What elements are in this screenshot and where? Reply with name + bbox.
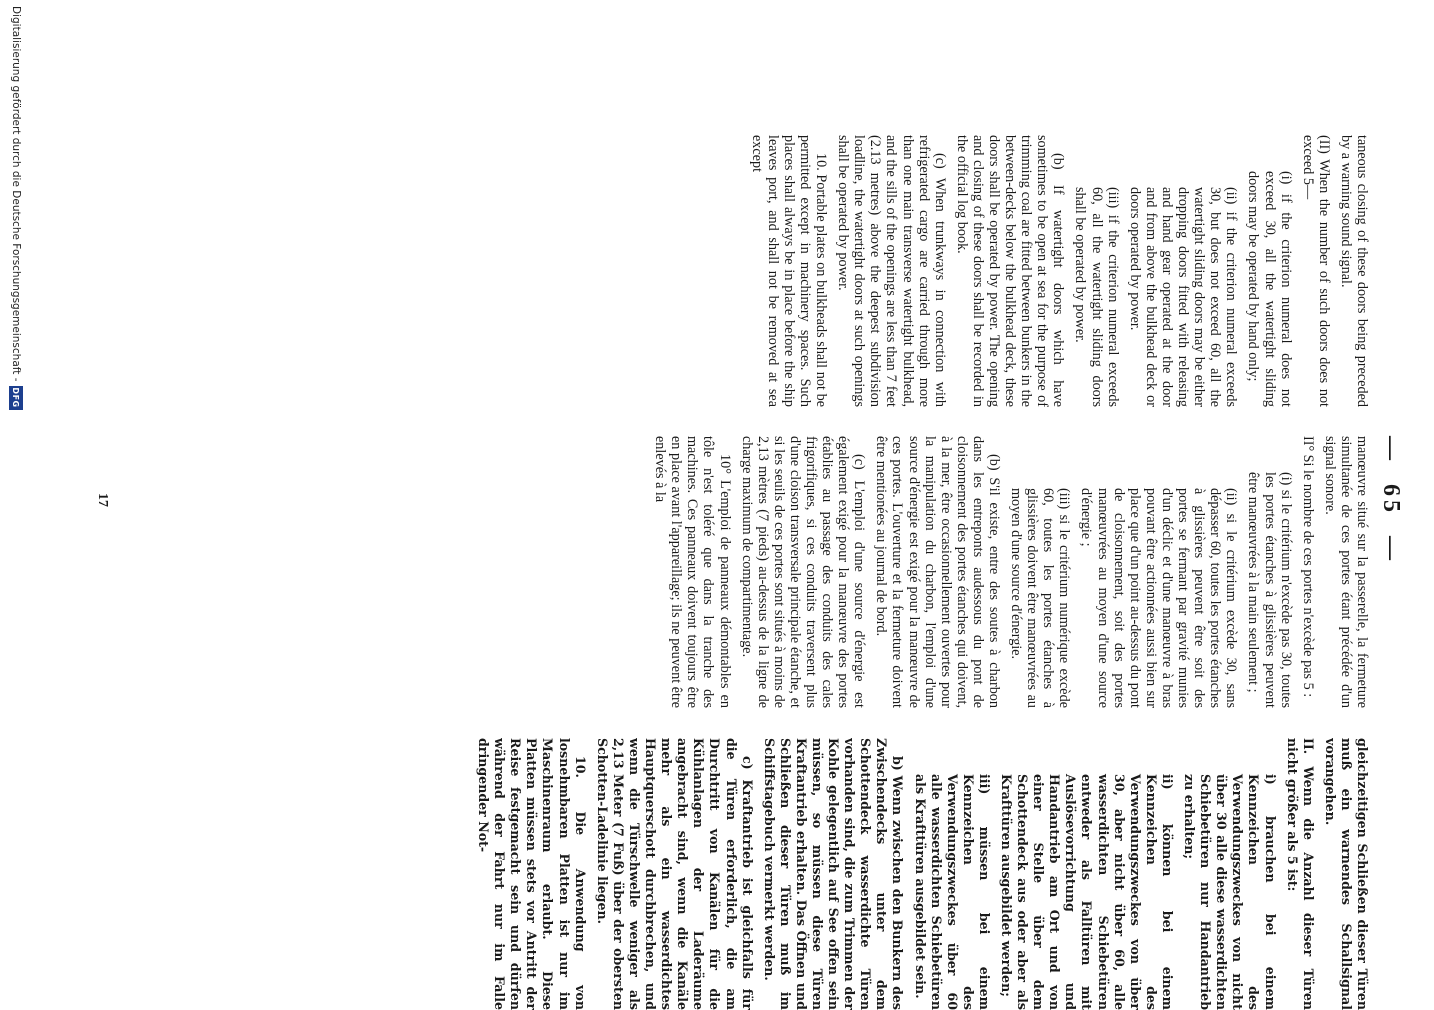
fr-paragraph: (c) L'emploi d'une source d'énergie est également exigé pour la manœuvre des portes établies au passage des conduits des cales frigorifiques, si ces conduits traversent plus d'une cloison transversale principale étanche, et si les seuils de ces portes sont situés à moins de 2,13 mètres (7 pieds) au-dessus de la ligne de charge maximum de compartimentage. <box>738 436 868 708</box>
digitization-footer <box>4 6 28 410</box>
de-paragraph: ii) können bei einem Kennzeichen des Verwendungszweckes von über 30, aber nicht über 60, alle wasserdichten Schiebetüren entweder als Falltüren mit Auslösevorrichtung und Handantrieb am Ort und von einer Stelle über dem Schottendeck aus oder aber als Krafttüren ausgebildet werden; <box>999 774 1175 1010</box>
page-number: 65 <box>1378 484 1404 516</box>
de-paragraph: i) brauchen bei einem Kennzeichen des Verwendungszweckes von nicht über 30 alle diese wasserdichten Schiebetüren nur Handantrieb zu erhalten; <box>1182 774 1278 1010</box>
de-paragraph: 10. Die Anwendung von losnehmbaren Platten ist nur im Maschinenraum erlaubt. Diese Platten müssen stets vor Antritt der Reise festgemacht sein und dürfen während der Fahrt nur im Falle dringender Not- <box>476 738 588 1010</box>
de-paragraph: iii) müssen bei einem Kennzeichen des Verwendungszweckes über 60 alle wasserdichten Schiebetüren als Krafttüren ausgebildet sein. <box>912 774 992 1010</box>
en-paragraph: (iii) if the criterion numeral exceeds 60, all the watertight sliding doors shall be operated by power. <box>1072 187 1121 407</box>
header-dash-left: — <box>1378 436 1404 464</box>
en-paragraph: (II) When the number of such doors does not exceed 5— <box>1299 135 1332 407</box>
en-paragraph: 10. Portable plates on bulkheads shall not be permitted except in machinery spaces. Such places shall always be in place before the ship leaves port, and shall not be removed at sea except <box>748 135 830 407</box>
de-paragraph: c) Kraftantrieb ist gleichfalls für die Türen erforderlich, die am Durchtritt von Kanälen für die Kühlanlagen der Laderäume angebracht sind, wenn die Kanäle mehr als ein wasserdichtes Hauptquerschott durchbrechen, und wenn die Türschwelle weniger als 2,13 Meter (7 Fuß) über der obersten Schotten-Ladelinie liegen. <box>594 738 755 1010</box>
english-column <box>70 135 1370 407</box>
dfg-logo-icon: DFG <box>9 386 23 410</box>
fr-paragraph: (ii) si le critérium excède 30, sans dépasser 60, toutes les portes étanches à glissières peuvent être soit des portes se fermant par gravité munies d'un déclic et d'une manœuvre à bras pouvant être actionnées aussi bien sur place que d'un point au-dessus du pont de cloisonnement, soit des portes manœuvrées au moyen d'une source d'énergie ; <box>1078 488 1240 708</box>
fr-paragraph: (b) S'il existe, entre des soutes à charbon dans les entreponts audessous du pont de cloisonnement des portes étanches qui doivent, à la mer, être occasionnellement ouvertes pour la manipulation du charbon, l'emploi d'une source d'énergie est exigé pour la manœuvre de ces portes. L'ouverture et la fermeture doivent être mentionées au journal de bord. <box>873 436 1003 708</box>
german-column <box>70 738 1370 1010</box>
en-paragraph: (i) if the criterion numeral does not exceed 30, all the watertight sliding doors may be operated by hand only; <box>1245 171 1294 407</box>
fr-paragraph: 10° L'emploi de panneaux démontables en tôle n'est toléré que dans la tranche des machines. Ces panneaux doivent toujours être en place avant l'appareillage; ils ne peuvent être enlevés à la <box>652 436 733 708</box>
en-paragraph: (ii) if the criterion numeral exceeds 30, but does not exceed 60, all the watertight sliding doors may be either dropping doors fitted with releasing and hand gear operated at the door and from above the bulkhead deck or doors operated by power. <box>1126 187 1240 407</box>
en-paragraph: taneous closing of these doors being preceded by a warning sound signal. <box>1337 135 1370 407</box>
de-paragraph: II. Wenn die Anzahl dieser Türen nicht größer als 5 ist: <box>1284 738 1316 1010</box>
signature-mark: 17 <box>95 493 110 507</box>
en-paragraph: (c) When trunkways in connection with refrigerated cargo are carried through more than one main transverse watertight bulkhead, and the sills of the openings are less than 7 feet (2.13 metres) above the deepest subdivision loadline, the watertight doors at such openings shall be operated by power. <box>835 135 948 407</box>
header-dash-right: — <box>1378 536 1404 564</box>
fr-paragraph: II° Si le nombre de ces portes n'excède pas 5 : <box>1299 436 1316 698</box>
de-paragraph: b) Wenn zwischen den Bunkern des Zwischendecks unter dem Schottendeck wasserdichte Türen vorhanden sind, die zum Trimmen der Kohle gelegentlich auf See offen sein müssen, so müssen diese Türen Kraftantrieb erhalten. Das Öffnen und Schließen dieser Türen muß im Schiffstagebuch vermerkt werden. <box>761 738 906 1010</box>
fr-paragraph: manœuvre situé sur la passerelle, la fermeture simultanée de ces portes étant précédée d'un signal sonore. <box>1321 436 1370 708</box>
en-paragraph: (b) If watertight doors which have sometimes to be open at sea for the purpose of trimming coal are fitted between bunkers in the between-decks below the bulkhead deck, these doors shall be operated by power. The opening and closing of these doors shall be recorded in the official log book. <box>953 135 1067 407</box>
footer-text: Digitalisierung gefördert durch die Deutsche Forschungsgemeinschaft - <box>10 6 22 382</box>
french-column <box>70 436 1370 708</box>
page-number-header <box>1377 0 1404 1000</box>
fr-paragraph: (iii) si le critérium numérique excède 60, toutes les portes étanches à glissières doivent être manœuvrées au moyen d'une source d'énergie. <box>1008 488 1073 708</box>
fr-paragraph: (i) si le critérium n'excède pas 30, toutes les portes étanches à glissières peuvent être manœuvrées à la main seulement ; <box>1245 472 1294 708</box>
de-paragraph: gleichzeitigen Schließen dieser Türen muß ein warnendes Schallsignal vorangehen. <box>1322 738 1370 1010</box>
